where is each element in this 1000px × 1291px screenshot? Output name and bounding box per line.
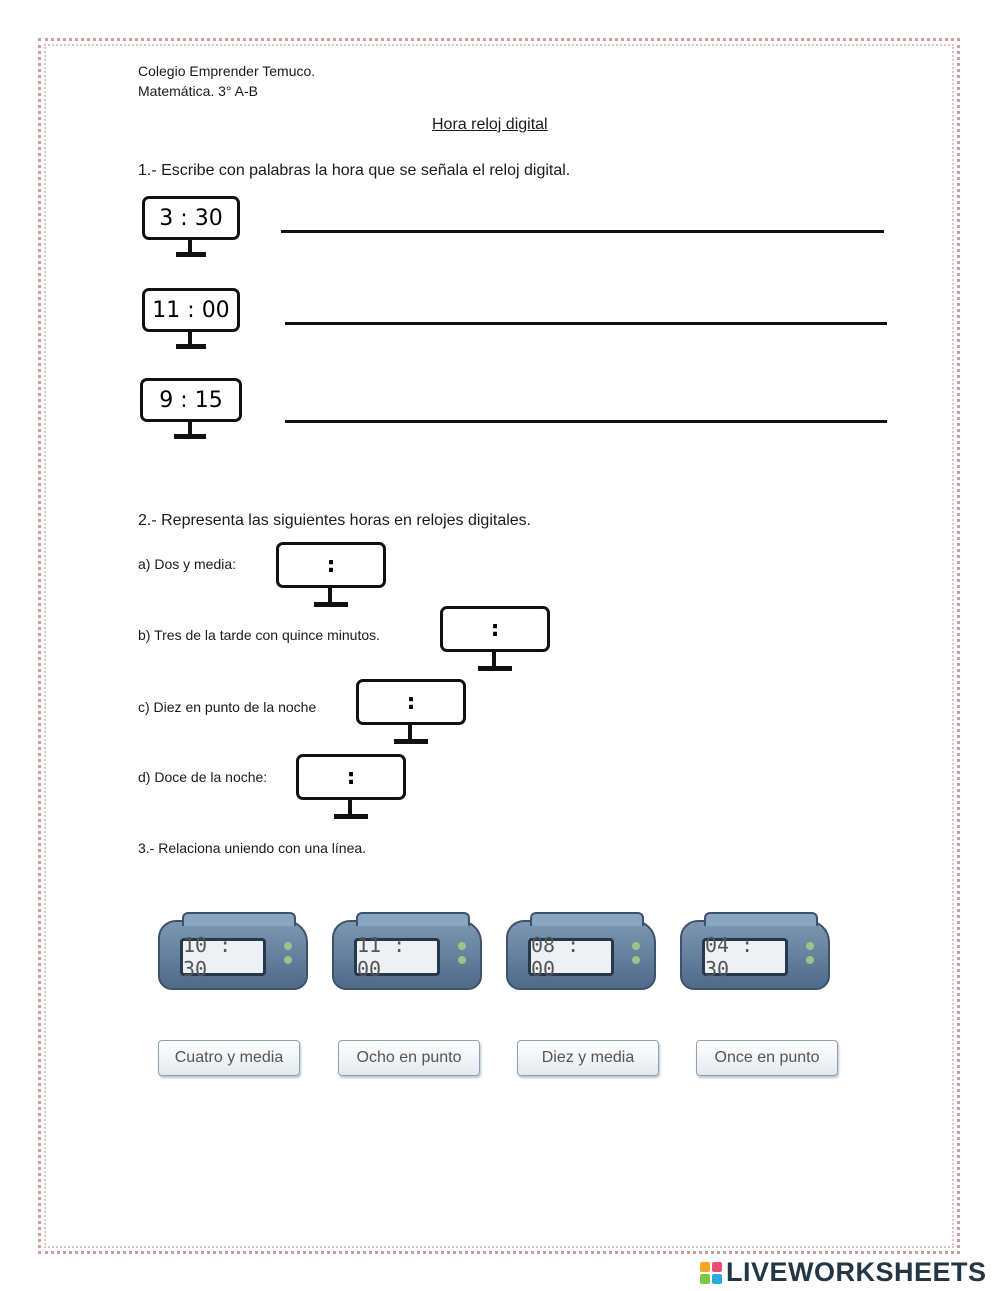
alarm-clock-3[interactable] (506, 920, 656, 990)
alarm-clock-display: 04 : 30 (702, 938, 788, 976)
match-option-2[interactable]: Ocho en punto (338, 1040, 480, 1076)
answer-line-3[interactable] (285, 420, 887, 423)
clock-display[interactable]: : (356, 679, 466, 725)
alarm-clock-top (530, 912, 644, 926)
q2-prompt: 2.- Representa las siguientes horas en relojes digitales. (138, 512, 532, 529)
answer-line-1[interactable] (281, 230, 884, 233)
clock-base (174, 434, 206, 439)
clock-display[interactable]: : (296, 754, 406, 800)
alarm-clock-top (704, 912, 818, 926)
page-title: Hora reloj digital (432, 116, 548, 133)
liveworksheets-logo (700, 1257, 987, 1288)
clock-base (176, 252, 206, 257)
q2-item-c-label: c) Diez en punto de la noche (138, 699, 317, 715)
alarm-clock-display: 10 : 30 (180, 938, 266, 976)
q2-item-a-label: a) Dos y media: (138, 556, 237, 572)
alarm-button-icon (806, 956, 814, 964)
alarm-button-icon (284, 942, 292, 950)
clock-display: 11 : 00 (142, 288, 240, 332)
clock-display[interactable]: : (440, 606, 550, 652)
course-name: Matemática. 3° A-B (138, 83, 258, 99)
clock-base (394, 739, 428, 744)
q2-item-d-label: d) Doce de la noche: (138, 769, 268, 785)
logo-icon (700, 1262, 722, 1284)
clock-display: 3 : 30 (142, 196, 240, 240)
alarm-button-icon (284, 956, 292, 964)
q1-prompt: 1.- Escribe con palabras la hora que se señala el reloj digital. (138, 162, 571, 179)
match-option-1[interactable]: Cuatro y media (158, 1040, 300, 1076)
logo-text: LIVEWORKSHEETS (726, 1257, 987, 1287)
clock-display: 9 : 15 (140, 378, 242, 422)
alarm-clock-1[interactable] (158, 920, 308, 990)
match-option-4[interactable]: Once en punto (696, 1040, 838, 1076)
alarm-clock-top (356, 912, 470, 926)
alarm-button-icon (632, 942, 640, 950)
alarm-clock-4[interactable] (680, 920, 830, 990)
alarm-button-icon (458, 956, 466, 964)
alarm-button-icon (632, 956, 640, 964)
alarm-clock-display: 08 : 00 (528, 938, 614, 976)
school-name: Colegio Emprender Temuco. (138, 63, 316, 79)
clock-base (334, 814, 368, 819)
alarm-button-icon (458, 942, 466, 950)
q3-prompt: 3.- Relaciona uniendo con una línea. (138, 840, 367, 856)
alarm-clock-2[interactable] (332, 920, 482, 990)
match-option-3[interactable]: Diez y media (517, 1040, 659, 1076)
alarm-clock-top (182, 912, 296, 926)
clock-base (314, 602, 348, 607)
q2-item-b-label: b) Tres de la tarde con quince minutos. (138, 627, 381, 643)
answer-line-2[interactable] (285, 322, 887, 325)
clock-base (478, 666, 512, 671)
alarm-button-icon (806, 942, 814, 950)
clock-display[interactable]: : (276, 542, 386, 588)
alarm-clock-display: 11 : 00 (354, 938, 440, 976)
clock-base (176, 344, 206, 349)
